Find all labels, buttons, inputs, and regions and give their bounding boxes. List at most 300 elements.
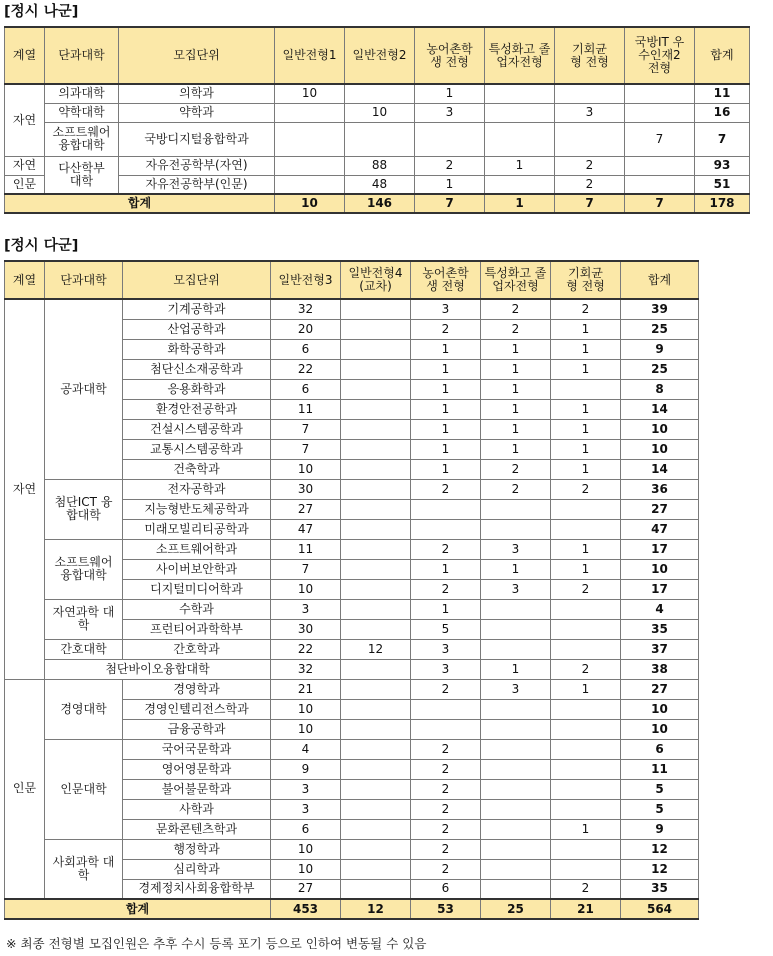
cell-farm: 2: [411, 579, 481, 599]
cell-farm: 2: [411, 779, 481, 799]
cell-opp: [551, 779, 621, 799]
cell-total: 7: [695, 122, 750, 156]
cell-total: 27: [621, 499, 699, 519]
cell-opp: [551, 719, 621, 739]
unit-cell: 불어불문학과: [123, 779, 271, 799]
cell-farm: 1: [411, 339, 481, 359]
unit-cell: 간호학과: [123, 639, 271, 659]
college-cell: 경영대학: [45, 679, 123, 739]
footnote: ※ 최종 전형별 모집인원은 추후 수시 등록 포기 등으로 인하여 변동될 수 있음: [6, 936, 427, 951]
table-na: [4, 26, 750, 214]
unit-cell: 영어영문학과: [123, 759, 271, 779]
cell-voc: [481, 519, 551, 539]
cell-voc: [485, 175, 555, 194]
cell-g4: [341, 419, 411, 439]
unit-cell: 기계공학과: [123, 299, 271, 319]
cell-voc: [481, 619, 551, 639]
table-row: [5, 122, 750, 156]
cell-farm: 3: [411, 659, 481, 679]
cell-g1: [275, 175, 345, 194]
table-row: [5, 839, 699, 859]
cell-g4: [341, 759, 411, 779]
cell-opp: 2: [555, 175, 625, 194]
total-sum: 564: [621, 899, 699, 919]
table-row: [5, 84, 750, 103]
cell-voc: 1: [481, 419, 551, 439]
cell-opp: 1: [551, 339, 621, 359]
section-title-na: [정시 나군]: [4, 4, 79, 20]
cell-opp: [551, 639, 621, 659]
cell-voc: 2: [481, 319, 551, 339]
cell-mil: [625, 175, 695, 194]
table-row: [5, 599, 699, 619]
cell-voc: [481, 639, 551, 659]
cell-g3: 7: [271, 559, 341, 579]
cell-g1: [275, 103, 345, 122]
header-total: 합계: [621, 261, 699, 299]
cell-farm: 3: [411, 299, 481, 319]
cell-g1: [275, 122, 345, 156]
unit-cell: 사이버보안학과: [123, 559, 271, 579]
total-label: 합계: [5, 899, 271, 919]
unit-cell: 금융공학과: [123, 719, 271, 739]
cell-total: 14: [621, 399, 699, 419]
college-cell: 자연과학 대학: [45, 599, 123, 639]
cell-g3: 11: [271, 399, 341, 419]
unit-cell: 자유전공학부(자연): [119, 156, 275, 175]
table-row: [5, 539, 699, 559]
cell-total: 27: [621, 679, 699, 699]
cell-g4: [341, 379, 411, 399]
cell-total: 10: [621, 439, 699, 459]
cell-voc: [481, 819, 551, 839]
cell-g3: 4: [271, 739, 341, 759]
total-opp: 7: [555, 194, 625, 213]
cell-opp: [555, 122, 625, 156]
unit-cell: 응용화학과: [123, 379, 271, 399]
cell-farm: [411, 499, 481, 519]
group-cell: 자연: [5, 299, 45, 679]
unit-cell: 자유전공학부(인문): [119, 175, 275, 194]
cell-voc: [481, 699, 551, 719]
unit-cell: 의학과: [119, 84, 275, 103]
cell-g3: 10: [271, 839, 341, 859]
cell-voc: 1: [481, 439, 551, 459]
cell-voc: [481, 879, 551, 899]
unit-cell: 경영학과: [123, 679, 271, 699]
cell-g3: 22: [271, 359, 341, 379]
total-opp: 21: [551, 899, 621, 919]
college-cell: 인문대학: [45, 739, 123, 839]
cell-farm: 2: [411, 839, 481, 859]
college-cell: 의과대학: [45, 84, 119, 103]
cell-total: 8: [621, 379, 699, 399]
cell-opp: 1: [551, 359, 621, 379]
table-da: [4, 260, 699, 920]
cell-farm: 3: [415, 103, 485, 122]
header-farm: 농어촌학생 전형: [411, 261, 481, 299]
unit-cell: 경제정치사회융합학부: [123, 879, 271, 899]
cell-opp: 1: [551, 459, 621, 479]
cell-g3: 7: [271, 439, 341, 459]
table-row: [5, 739, 699, 759]
header-row: [5, 27, 750, 84]
cell-total: 47: [621, 519, 699, 539]
cell-voc: [485, 84, 555, 103]
cell-g3: 3: [271, 799, 341, 819]
cell-g4: [341, 839, 411, 859]
cell-voc: [485, 103, 555, 122]
cell-g3: 6: [271, 339, 341, 359]
cell-voc: 1: [481, 659, 551, 679]
cell-opp: 1: [551, 679, 621, 699]
cell-opp: 1: [551, 319, 621, 339]
cell-g4: [341, 579, 411, 599]
unit-cell: 교통시스템공학과: [123, 439, 271, 459]
college-cell: 소프트웨어 융합대학: [45, 539, 123, 599]
unit-cell: 심리학과: [123, 859, 271, 879]
header-opportunity: 기회균형 전형: [555, 27, 625, 84]
cell-g3: 10: [271, 859, 341, 879]
cell-g3: 9: [271, 759, 341, 779]
cell-total: 10: [621, 719, 699, 739]
cell-farm: 2: [411, 799, 481, 819]
unit-cell: 산업공학과: [123, 319, 271, 339]
header-general4: 일반전형4 (교차): [341, 261, 411, 299]
cell-g4: [341, 339, 411, 359]
cell-mil: [625, 84, 695, 103]
college-cell: 약학대학: [45, 103, 119, 122]
cell-voc: [481, 499, 551, 519]
cell-total: 16: [695, 103, 750, 122]
college-cell: 공과대학: [45, 299, 123, 479]
cell-voc: [481, 739, 551, 759]
cell-voc: 1: [481, 559, 551, 579]
cell-farm: 2: [411, 479, 481, 499]
cell-g4: [341, 619, 411, 639]
header-general2: 일반전형2: [345, 27, 415, 84]
cell-g4: [341, 439, 411, 459]
cell-g4: [341, 299, 411, 319]
cell-g3: 20: [271, 319, 341, 339]
header-general1: 일반전형1: [275, 27, 345, 84]
cell-opp: 1: [551, 439, 621, 459]
unit-cell: 지능형반도체공학과: [123, 499, 271, 519]
cell-g4: [341, 459, 411, 479]
total-voc: 25: [481, 899, 551, 919]
cell-voc: 1: [481, 359, 551, 379]
cell-total: 35: [621, 879, 699, 899]
cell-farm: 2: [411, 739, 481, 759]
cell-g4: [341, 399, 411, 419]
table-row: [5, 639, 699, 659]
cell-farm: 1: [415, 84, 485, 103]
cell-farm: 5: [411, 619, 481, 639]
cell-total: 6: [621, 739, 699, 759]
cell-farm: 6: [411, 879, 481, 899]
cell-opp: [551, 799, 621, 819]
cell-total: 9: [621, 819, 699, 839]
header-college: 단과대학: [45, 261, 123, 299]
cell-g2: 10: [345, 103, 415, 122]
cell-farm: 2: [411, 759, 481, 779]
total-row: [5, 194, 750, 213]
cell-voc: 1: [481, 379, 551, 399]
unit-cell: 건설시스템공학과: [123, 419, 271, 439]
cell-g2: 88: [345, 156, 415, 175]
unit-cell: 건축학과: [123, 459, 271, 479]
total-g1: 10: [275, 194, 345, 213]
cell-g3: 10: [271, 579, 341, 599]
header-total: 합계: [695, 27, 750, 84]
unit-cell: 디지털미디어학과: [123, 579, 271, 599]
cell-total: 11: [621, 759, 699, 779]
cell-opp: 1: [551, 819, 621, 839]
unit-cell: 문화콘텐츠학과: [123, 819, 271, 839]
header-military: 국방IT 우수인재2 전형: [625, 27, 695, 84]
cell-opp: [551, 379, 621, 399]
total-sum: 178: [695, 194, 750, 213]
college-cell: 사회과학 대학: [45, 839, 123, 899]
unit-cell: 화학공학과: [123, 339, 271, 359]
cell-g3: 27: [271, 499, 341, 519]
cell-total: 17: [621, 579, 699, 599]
cell-voc: [481, 799, 551, 819]
cell-total: 10: [621, 419, 699, 439]
unit-cell: 행정학과: [123, 839, 271, 859]
cell-farm: 1: [415, 175, 485, 194]
unit-cell: 미래모빌리티공학과: [123, 519, 271, 539]
cell-g2: [345, 122, 415, 156]
cell-g1: 10: [275, 84, 345, 103]
cell-mil: 7: [625, 122, 695, 156]
cell-total: 10: [621, 699, 699, 719]
cell-opp: [551, 619, 621, 639]
total-mil: 7: [625, 194, 695, 213]
unit-cell: 국방디지털융합학과: [119, 122, 275, 156]
header-college: 단과대학: [45, 27, 119, 84]
header-row: [5, 261, 699, 299]
cell-g3: 10: [271, 459, 341, 479]
cell-voc: 2: [481, 479, 551, 499]
table-row: [5, 156, 750, 175]
unit-cell: 환경안전공학과: [123, 399, 271, 419]
cell-farm: 2: [411, 859, 481, 879]
table-row: [5, 299, 699, 319]
cell-mil: [625, 103, 695, 122]
cell-g3: 11: [271, 539, 341, 559]
cell-farm: 1: [411, 359, 481, 379]
cell-voc: 2: [481, 459, 551, 479]
group-cell: 인문: [5, 679, 45, 899]
cell-opp: [551, 859, 621, 879]
cell-g4: [341, 479, 411, 499]
cell-opp: [555, 84, 625, 103]
cell-total: 9: [621, 339, 699, 359]
cell-voc: 3: [481, 679, 551, 699]
section-title-da: [정시 다군]: [4, 238, 79, 254]
cell-voc: 2: [481, 299, 551, 319]
cell-voc: [481, 719, 551, 739]
unit-cell: 전자공학과: [123, 479, 271, 499]
cell-g3: 7: [271, 419, 341, 439]
cell-g4: [341, 519, 411, 539]
cell-farm: 3: [411, 639, 481, 659]
unit-cell: 사학과: [123, 799, 271, 819]
cell-mil: [625, 156, 695, 175]
cell-g4: [341, 699, 411, 719]
college-cell: 첨단ICT 융합대학: [45, 479, 123, 539]
cell-total: 51: [695, 175, 750, 194]
cell-farm: [415, 122, 485, 156]
header-vocational: 특성화고 졸업자전형: [485, 27, 555, 84]
cell-g2: 48: [345, 175, 415, 194]
cell-total: 39: [621, 299, 699, 319]
cell-farm: 1: [411, 399, 481, 419]
header-vocational: 특성화고 졸업자전형: [481, 261, 551, 299]
cell-opp: 3: [555, 103, 625, 122]
cell-opp: [551, 499, 621, 519]
table-row: [5, 103, 750, 122]
cell-farm: [411, 719, 481, 739]
cell-opp: 2: [551, 479, 621, 499]
total-g4: 12: [341, 899, 411, 919]
cell-g4: [341, 819, 411, 839]
cell-farm: 1: [411, 599, 481, 619]
cell-total: 4: [621, 599, 699, 619]
cell-voc: 1: [481, 339, 551, 359]
cell-farm: [411, 699, 481, 719]
cell-g3: 47: [271, 519, 341, 539]
college-cell: 첨단바이오융합대학: [45, 659, 271, 679]
cell-voc: [485, 122, 555, 156]
cell-opp: 2: [551, 579, 621, 599]
cell-total: 25: [621, 319, 699, 339]
cell-voc: [481, 759, 551, 779]
cell-voc: [481, 839, 551, 859]
cell-g4: [341, 719, 411, 739]
unit-cell: 소프트웨어학과: [123, 539, 271, 559]
cell-g3: 30: [271, 619, 341, 639]
table-row: [5, 479, 699, 499]
cell-opp: 2: [555, 156, 625, 175]
header-unit: 모집단위: [123, 261, 271, 299]
cell-g4: 12: [341, 639, 411, 659]
college-cell: 다산학부 대학: [45, 156, 119, 194]
cell-total: 35: [621, 619, 699, 639]
cell-g3: 27: [271, 879, 341, 899]
cell-total: 12: [621, 859, 699, 879]
cell-g3: 22: [271, 639, 341, 659]
cell-voc: 1: [485, 156, 555, 175]
cell-total: 37: [621, 639, 699, 659]
cell-farm: 1: [411, 459, 481, 479]
group-cell: 자연: [5, 156, 45, 175]
cell-g3: 32: [271, 659, 341, 679]
cell-g3: 3: [271, 599, 341, 619]
cell-farm: 2: [415, 156, 485, 175]
total-row: [5, 899, 699, 919]
cell-opp: 2: [551, 879, 621, 899]
cell-g3: 30: [271, 479, 341, 499]
total-g3: 453: [271, 899, 341, 919]
cell-voc: [481, 599, 551, 619]
cell-g4: [341, 359, 411, 379]
cell-voc: 3: [481, 579, 551, 599]
cell-g2: [345, 84, 415, 103]
group-cell: 인문: [5, 175, 45, 194]
total-farm: 53: [411, 899, 481, 919]
total-farm: 7: [415, 194, 485, 213]
cell-g4: [341, 859, 411, 879]
cell-opp: [551, 759, 621, 779]
cell-opp: 1: [551, 399, 621, 419]
cell-opp: 2: [551, 659, 621, 679]
cell-g4: [341, 319, 411, 339]
cell-opp: [551, 839, 621, 859]
header-opportunity: 기회균형 전형: [551, 261, 621, 299]
cell-opp: 1: [551, 539, 621, 559]
unit-cell: 프런티어과학학부: [123, 619, 271, 639]
cell-g4: [341, 779, 411, 799]
cell-opp: 2: [551, 299, 621, 319]
cell-total: 38: [621, 659, 699, 679]
cell-g3: 6: [271, 819, 341, 839]
cell-opp: [551, 699, 621, 719]
cell-g4: [341, 679, 411, 699]
unit-cell: 첨단신소재공학과: [123, 359, 271, 379]
college-cell: 소프트웨어 융합대학: [45, 122, 119, 156]
cell-farm: 2: [411, 539, 481, 559]
header-general3: 일반전형3: [271, 261, 341, 299]
group-cell: 자연: [5, 84, 45, 156]
cell-voc: 3: [481, 539, 551, 559]
cell-g4: [341, 799, 411, 819]
cell-opp: [551, 519, 621, 539]
cell-g4: [341, 739, 411, 759]
cell-opp: 1: [551, 419, 621, 439]
cell-total: 12: [621, 839, 699, 859]
cell-total: 10: [621, 559, 699, 579]
cell-g4: [341, 659, 411, 679]
cell-opp: [551, 739, 621, 759]
total-voc: 1: [485, 194, 555, 213]
cell-g4: [341, 879, 411, 899]
cell-total: 17: [621, 539, 699, 559]
cell-farm: 1: [411, 439, 481, 459]
total-g2: 146: [345, 194, 415, 213]
table-row: [5, 679, 699, 699]
header-group: 계열: [5, 27, 45, 84]
cell-g4: [341, 499, 411, 519]
unit-cell: 경영인텔리전스학과: [123, 699, 271, 719]
cell-voc: [481, 779, 551, 799]
cell-g3: 21: [271, 679, 341, 699]
cell-farm: [411, 519, 481, 539]
cell-total: 5: [621, 779, 699, 799]
college-cell: 간호대학: [45, 639, 123, 659]
unit-cell: 수학과: [123, 599, 271, 619]
cell-farm: 2: [411, 319, 481, 339]
cell-farm: 2: [411, 679, 481, 699]
header-farm: 농어촌학생 전형: [415, 27, 485, 84]
unit-cell: 국어국문학과: [123, 739, 271, 759]
cell-g4: [341, 539, 411, 559]
cell-farm: 1: [411, 379, 481, 399]
cell-opp: [551, 599, 621, 619]
cell-g3: 6: [271, 379, 341, 399]
cell-voc: 1: [481, 399, 551, 419]
